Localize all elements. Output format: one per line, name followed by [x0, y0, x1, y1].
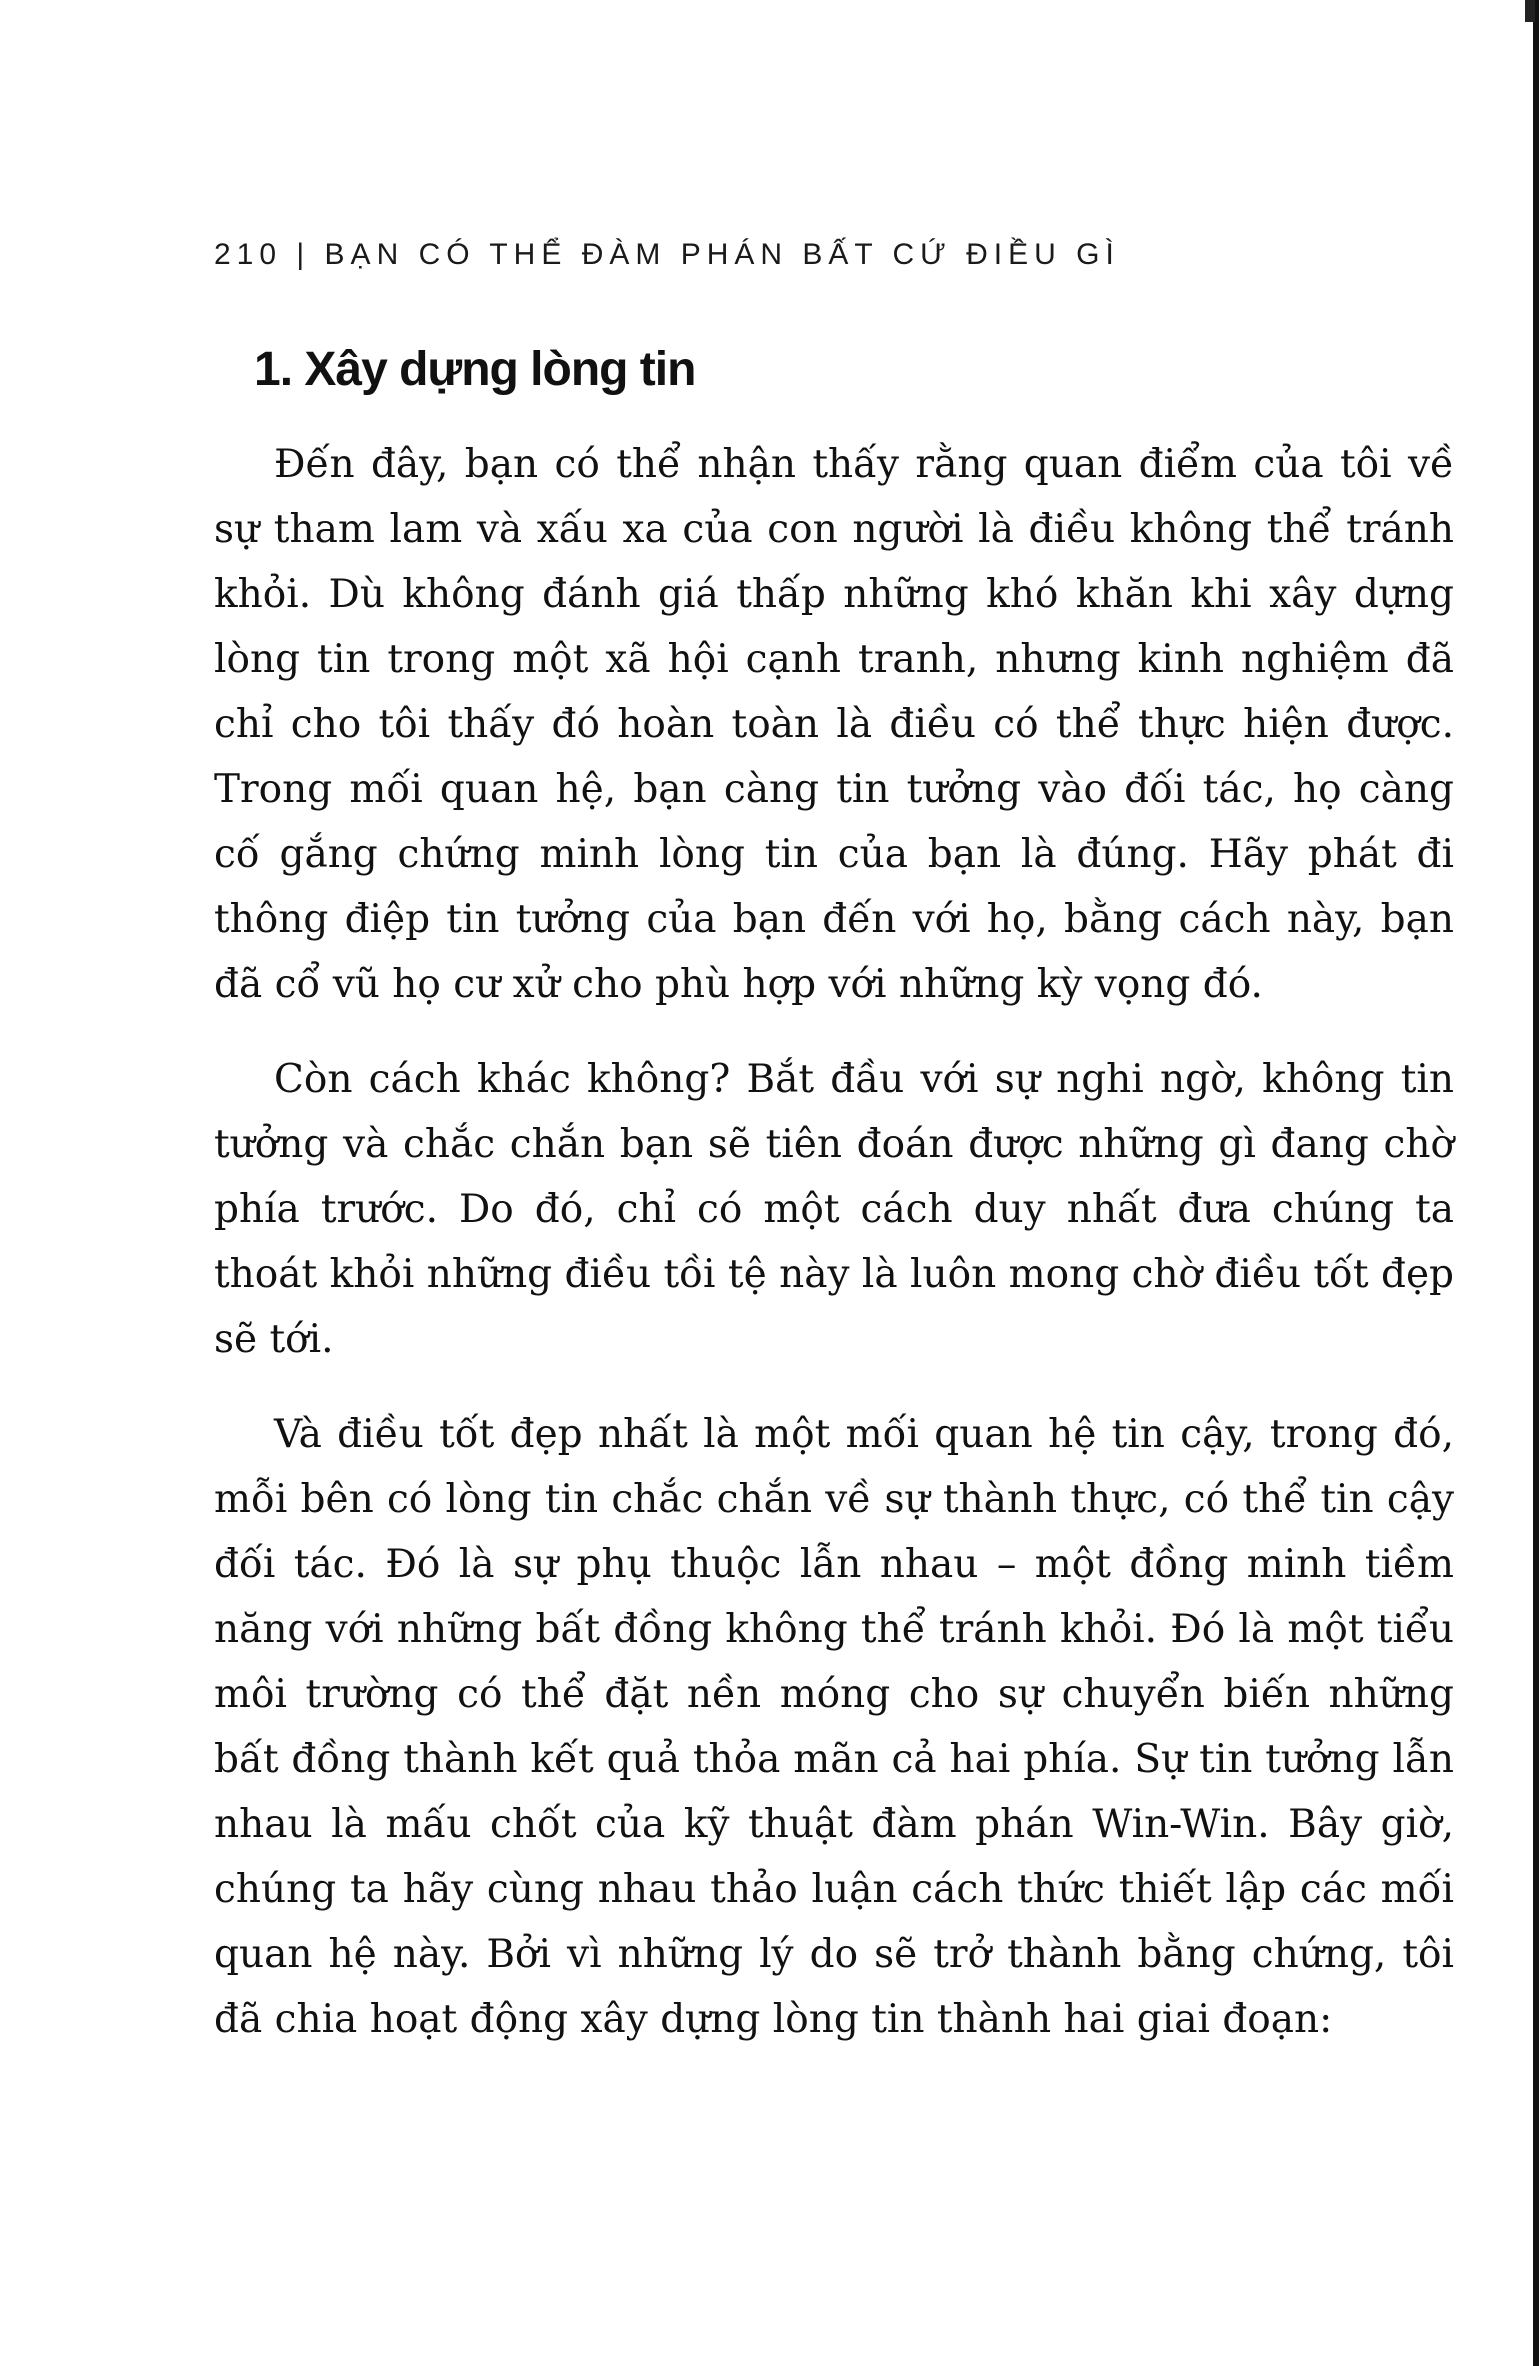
page-edge-mark: [1525, 0, 1535, 22]
running-header: [214, 238, 1120, 272]
section-title: 1. Xây dựng lòng tin: [254, 343, 696, 396]
paragraph-1: Đến đây, bạn có thể nhận thấy rằng quan điểm của tôi về sự tham lam và xấu xa của con người là điều không thể tránh khỏi. Dù không đánh giá thấp những khó khăn khi xây dựng lòng tin trong một xã hội cạnh tranh, nhưng kinh nghiệm đã chỉ cho tôi thấy đó hoàn toàn là điều có thể thực hiện được. Trong mối quan hệ, bạn càng tin tưởng vào đối tác, họ càng cố gắng chứng minh lòng tin của bạn là đúng. Hãy phát đi thông điệp tin tưởng của bạn đến với họ, bằng cách này, bạn đã cổ vũ họ cư xử cho phù hợp với những kỳ vọng đó.: [214, 442, 1454, 1007]
book-title: BẠN CÓ THỂ ĐÀM PHÁN BẤT CỨ ĐIỀU GÌ: [324, 238, 1120, 271]
paragraph-2: Còn cách khác không? Bắt đầu với sự nghi ngờ, không tin tưởng và chắc chắn bạn sẽ tiên đoán được những gì đang chờ phía trước. Do đó, chỉ có một cách duy nhất đưa chúng ta thoát khỏi những điều tồi tệ này là luôn mong chờ điều tốt đẹp sẽ tới.: [214, 1057, 1454, 1362]
paragraph-3: Và điều tốt đẹp nhất là một mối quan hệ tin cậy, trong đó, mỗi bên có lòng tin chắc chắn về sự thành thực, có thể tin cậy đối tác. Đó là sự phụ thuộc lẫn nhau – một đồng minh tiềm năng với những bất đồng không thể tránh khỏi. Đó là một tiểu môi trường có thể đặt nền móng cho sự chuyển biến những bất đồng thành kết quả thỏa mãn cả hai phía. Sự tin tưởng lẫn nhau là mấu chốt của kỹ thuật đàm phán Win-Win. Bây giờ, chúng ta hãy cùng nhau thảo luận cách thức thiết lập các mối quan hệ này. Bởi vì những lý do sẽ trở thành bằng chứng, tôi đã chia hoạt động xây dựng lòng tin thành hai giai đoạn:: [214, 1412, 1454, 2042]
page-edge: [1533, 0, 1539, 2366]
page-number: 210: [214, 238, 283, 271]
header-separator: |: [296, 238, 311, 271]
body-text: [214, 432, 1454, 2082]
